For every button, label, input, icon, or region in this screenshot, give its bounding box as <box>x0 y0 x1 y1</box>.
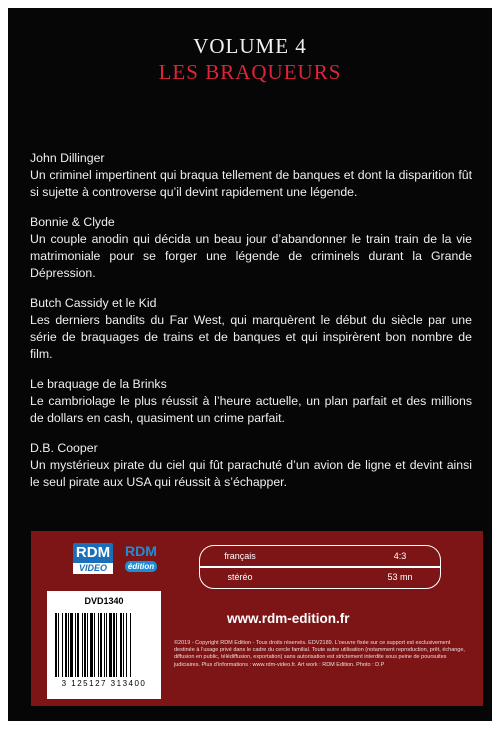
episode-description: Le cambriolage le plus réussit à l’heure actuelle, un plan parfait et des millions de dollars en cash, quasiment un crime parfait. <box>30 394 472 425</box>
episode-description: Un criminel impertinent qui braqua tellement de banques et dont la disparition fût si sujette à controverse qu’il devint rapidement une légende. <box>30 168 472 199</box>
website-link[interactable]: www.rdm-edition.fr <box>227 611 350 626</box>
rdm-video-logo <box>73 543 113 575</box>
product-code: DVD1340 <box>84 596 124 606</box>
rdm-edition-logo <box>121 543 161 575</box>
episode-entry <box>30 295 472 363</box>
spec-language: français <box>224 551 256 561</box>
barcode-number: 3 125127 313400 <box>61 679 147 688</box>
divider <box>200 566 440 568</box>
logo-text: RDM <box>125 543 157 559</box>
episode-title: Le braquage de la Brinks <box>30 377 167 391</box>
barcode-area <box>47 591 161 699</box>
episode-description: Un couple anodin qui décida un beau jour d’abandonner le train train de la vie matrimoniale pour se forger une légende de criminels durant la Grande Dépression. <box>30 232 472 280</box>
legal-notice: ©2019 - Copyright RDM Edition - Tous droits réservés. EDV2189. L’oeuvre fixée sur ce support est exclusivement destinée à l’usage privé dans le cadre du cercle familial. Toute autre utilisation (notamment reproduction, prêt, échange, diffusion en public, télédiffusion, exportation) sans autorisation est strictement interdite sous peine de poursuites judiciaires. Plus d’informations : www.rdm-video.fr. Art work : RDM Edition. Photo : D.P <box>174 640 465 668</box>
spec-audio: stéréo <box>227 572 253 582</box>
barcode-icon <box>55 613 153 677</box>
logo-text: RDM <box>73 543 113 563</box>
episode-entry <box>30 440 472 491</box>
episode-entry <box>30 376 472 427</box>
logo-text: VIDEO <box>73 563 113 574</box>
subtitle: LES BRAQUEURS <box>158 60 342 84</box>
spec-ratio: 4:3 <box>393 551 407 561</box>
episode-list <box>30 150 472 504</box>
spec-duration: 53 mn <box>387 572 413 582</box>
technical-specs-box <box>199 545 441 589</box>
dvd-back-cover <box>8 8 492 721</box>
episode-title: John Dillinger <box>30 151 105 165</box>
episode-description: Un mystérieux pirate du ciel qui fût parachuté d’un avion de ligne et devint ainsi le seul pirate aux USA qui réussit à s’échapper. <box>30 458 472 489</box>
episode-entry <box>30 150 472 201</box>
info-panel <box>31 531 483 706</box>
volume-title: VOLUME 4 <box>193 34 307 58</box>
episode-title: Bonnie & Clyde <box>30 215 115 229</box>
episode-entry <box>30 214 472 282</box>
episode-title: Butch Cassidy et le Kid <box>30 296 157 310</box>
logo-text: édition <box>125 561 157 572</box>
episode-title: D.B. Cooper <box>30 441 98 455</box>
episode-description: Les derniers bandits du Far West, qui marquèrent le début du siècle par une série de braquages de trains et de banques et qui inspirèrent bon nombre de film. <box>30 313 472 361</box>
